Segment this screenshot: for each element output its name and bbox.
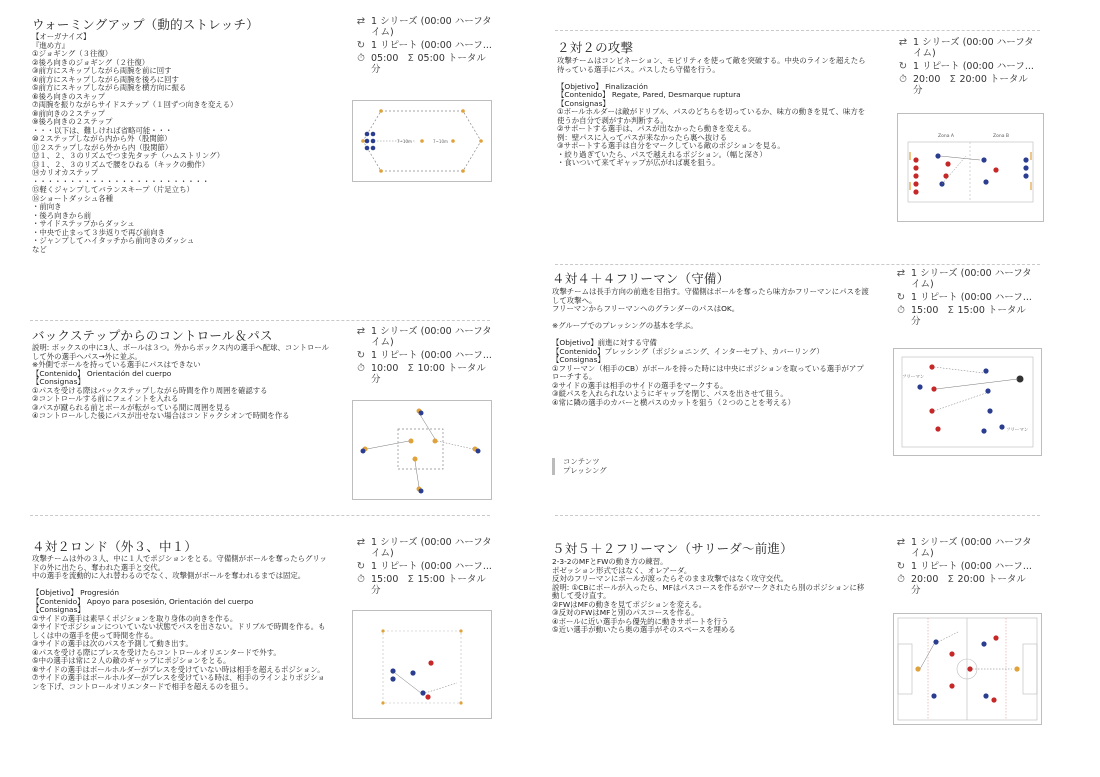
description-line: 『進め方』 bbox=[32, 40, 69, 50]
reps-text: 1 リピート (00:00 ハーフ... bbox=[371, 561, 492, 572]
stopwatch-icon: ⏱ bbox=[357, 53, 365, 64]
description-line: ②サイドの選手は相手のサイドの選手をマークする。 bbox=[552, 380, 728, 390]
tag-label: コンテンツ bbox=[563, 457, 600, 466]
zone-label: Zona A bbox=[938, 134, 954, 139]
description-line: ③反対のFWはMFと別のパスコースを作る。 bbox=[552, 608, 699, 617]
refresh-icon: ↻ bbox=[356, 350, 366, 361]
sigma-icon: Σ bbox=[407, 363, 414, 374]
description-line: ⑦サイドの選手はボールホルダーがプレスを受けている時は、相手のラインよりポジションを下げ、コントロールオリエンタードで相手を超えるのを狙う。 bbox=[32, 673, 325, 691]
description-line: ②サイドでポジションについていない状態でパスを出さない。ドリブルで時間を作る。もしくは中の選手を使って時間を作る。 bbox=[32, 622, 326, 640]
description-line: ①フリーマン（相手のCB）がボールを持った時には中央にポジションを取っている選手がアプローチする。 bbox=[552, 363, 864, 381]
sigma-icon: Σ bbox=[407, 574, 414, 585]
exercise-title: ウォーミングアップ（動的ストレッチ） bbox=[32, 17, 259, 32]
total-text: 05:00 トータル bbox=[417, 53, 486, 64]
freeman-label: フリーマン bbox=[902, 375, 925, 380]
exercise-title: ２対２の攻撃 bbox=[557, 40, 634, 55]
exercise-description bbox=[552, 558, 870, 635]
description-line: 【Objetivo】 Finalización bbox=[557, 81, 648, 91]
time-text: 15:00 分 bbox=[371, 574, 399, 596]
refresh-icon: ↻ bbox=[896, 561, 906, 572]
exercise-title: ４対２ロンド（外３、中１） bbox=[32, 539, 198, 554]
description-line: ⑭カリオカステップ bbox=[32, 168, 99, 177]
description-line: 反対のフリーマンにボールが渡ったらそのまま攻撃ではなく攻守交代。 bbox=[552, 574, 789, 583]
description-line: ・前向き bbox=[32, 202, 62, 211]
zone-label: Zona B bbox=[993, 134, 1009, 139]
series-text: 1 シリーズ (00:00 ハーフタイム) bbox=[371, 16, 492, 38]
time-text: 05:00 分 bbox=[371, 53, 399, 75]
description-line: ④コントロールした後にパスが出せない場合はコンドゥクシオンで時間を作る bbox=[32, 411, 290, 420]
description-line: ①ジョギング（３往復） bbox=[32, 49, 113, 58]
description-line: ⑫１、２、３のリズムでつま先タッチ（ハムストリング） bbox=[32, 151, 225, 160]
description-line: 中の選手を流動的に入れ替わるのでなく、攻撃側がボールを奪われるまでは固定。 bbox=[32, 571, 306, 580]
description-line: ⑨後ろ向きの２ステップ bbox=[32, 117, 113, 126]
description-line: ③サイドの選手は次のパスを予測して動き出す。 bbox=[32, 639, 193, 648]
series-text: 1 シリーズ (00:00 ハーフタイム) bbox=[371, 537, 492, 559]
repeat-icon: ⇄ bbox=[896, 537, 906, 548]
description-line: ⑥サイドの選手はボールホルダーがプレスを受けていない時は相手を超えるポジション。 bbox=[32, 664, 325, 674]
exercise-title: バックステップからのコントロール＆パス bbox=[32, 328, 273, 343]
divider bbox=[30, 515, 490, 516]
description-line: ⑤前方にスキップしながら両腕を横方向に振る bbox=[32, 83, 187, 92]
svg-text:7~10m: 7~10m bbox=[433, 139, 448, 144]
description-line: ⑬１、２、３のリズムで腰をひねる（キックの動作） bbox=[32, 159, 210, 169]
series-text: 1 シリーズ (00:00 ハーフタイム) bbox=[911, 537, 1032, 559]
description-line: 【Contenido】プレッシング（ポジショニング、インターセプト、カバーリング） bbox=[552, 346, 824, 356]
sigma-icon: Σ bbox=[947, 305, 954, 316]
stopwatch-icon: ⏱ bbox=[899, 74, 907, 85]
total-text: 10:00 トータル bbox=[417, 363, 486, 374]
exercise-stats bbox=[355, 326, 495, 387]
repeat-icon: ⇄ bbox=[356, 326, 366, 337]
description-line: ②コントロールする前にフェイントを入れる bbox=[32, 394, 179, 403]
repeat-icon: ⇄ bbox=[898, 37, 908, 48]
description-line: 2-3-2のMFとFWの動き方の練習。 bbox=[552, 557, 668, 566]
description-line: 攻撃チームは外の３人、中に１人でポジションをとる。守備側がボールを奪ったらグリッドの外に出たら、奪われた選手と交代。 bbox=[32, 554, 327, 572]
series-text: 1 シリーズ (00:00 ハーフタイム) bbox=[371, 326, 492, 348]
description-line: フリーマンからフリーマンへのグランダーのパスはOK。 bbox=[552, 304, 740, 313]
description-line: ⑪２ステップしながら外から内（股関節） bbox=[32, 142, 173, 152]
exercise-diagram[interactable] bbox=[352, 400, 492, 500]
description-line: 攻撃チームは長手方向の前進を目指す。守備側はボールを奪ったら味方かフリーマンにパスを渡して攻撃へ。 bbox=[552, 287, 869, 305]
description-line: ②サポートする選手は、パスが出なかったら動きを変える。 bbox=[557, 124, 756, 133]
description-line: ・中央で止まって３歩返りで再び前向き bbox=[32, 227, 166, 237]
total-text: 15:00 トータル bbox=[417, 574, 486, 585]
description-line: ⑤近い選手が動いたら奥の選手がそのスペースを埋める bbox=[552, 625, 736, 634]
exercise-stats bbox=[355, 16, 495, 77]
description-line: ⑦両腕を振りながらサイドステップ（１回ずつ向きを変える） bbox=[32, 100, 238, 109]
description-line: ④常に隣の選手のカバーと横パスのカットを狙う（２つのことを考える） bbox=[552, 397, 796, 407]
reps-text: 1 リピート (00:00 ハーフ... bbox=[371, 350, 492, 361]
exercise-diagram[interactable] bbox=[893, 613, 1042, 725]
exercise-description bbox=[552, 288, 870, 407]
reps-text: 1 リピート (00:00 ハーフ... bbox=[911, 292, 1032, 303]
description-line: ③パスが蹴られる前とボールが転がっている間に周囲を見る bbox=[32, 402, 231, 412]
time-text: 20:00 分 bbox=[911, 574, 939, 596]
exercise-stats bbox=[897, 37, 1037, 98]
divider bbox=[555, 30, 1040, 31]
repeat-icon: ⇄ bbox=[356, 537, 366, 548]
description-line: ③前方にスキップしながら両腕を前に回す bbox=[32, 66, 172, 75]
stopwatch-icon: ⏱ bbox=[897, 305, 905, 316]
exercise-description bbox=[557, 57, 872, 168]
divider bbox=[555, 264, 1040, 265]
description-line: ⑮軽くジャンプしてバランスキープ（片足立ち） bbox=[32, 185, 194, 194]
sigma-icon: Σ bbox=[407, 53, 414, 64]
exercise-description bbox=[32, 33, 332, 254]
description-line: ⑥後ろ向きのスキップ bbox=[32, 91, 105, 101]
freeman-label: フリーマン bbox=[1006, 428, 1029, 433]
description-line: 【Contenido】 Apoyo para posesión, Orientación del cuerpo bbox=[32, 596, 254, 606]
description-line: ・・・・・・・・・・・・・・・・・・・・・・・・ bbox=[32, 176, 210, 186]
tag-value: プレッシング bbox=[563, 465, 607, 475]
exercise-description bbox=[32, 555, 332, 691]
series-text: 1 シリーズ (00:00 ハーフタイム) bbox=[913, 37, 1034, 59]
description-line: など bbox=[32, 244, 47, 254]
reps-text: 1 リピート (00:00 ハーフ... bbox=[911, 561, 1032, 572]
description-line: ・・・以下は、難しければ省略可能・・・ bbox=[32, 125, 173, 135]
description-line: 攻撃チームはコンビネーション、モビリティを使って敵を突破する。中央のラインを超えたら待っている選手にパス。パスしたら守備を行う。 bbox=[557, 56, 866, 74]
description-line: ・後ろ向きから前 bbox=[32, 210, 92, 220]
description-line: ※グループでのプレッシングの基本を学ぶ。 bbox=[552, 321, 698, 330]
description-line: 【Contenido】 Regate, Pared, Desmarque ruptura bbox=[557, 90, 741, 99]
sigma-icon: Σ bbox=[947, 574, 954, 585]
exercise-title: ５対５＋２フリーマン（サリーダ〜前進） bbox=[552, 541, 793, 556]
description-line: 【オーガナイズ】 bbox=[32, 32, 91, 41]
description-line: ③縦パスを入れられないようにギャップを閉じ、パスを出させて狙う。 bbox=[552, 389, 788, 398]
content-tag bbox=[552, 458, 607, 475]
description-line: ・ジャンプしてハイタッチから前向きのダッシュ bbox=[32, 236, 195, 245]
description-line: 【Consignas】 bbox=[32, 377, 85, 386]
reps-text: 1 リピート (00:00 ハーフ... bbox=[371, 40, 492, 51]
description-line: 例：壁パスに入ってパスが来なかったら裏へ抜ける bbox=[557, 132, 727, 142]
description-line: ④前方にスキップしながら両腕を後ろに回す bbox=[32, 74, 179, 84]
series-text: 1 シリーズ (00:00 ハーフタイム) bbox=[911, 268, 1032, 290]
description-line: ※外側でボールを持っている選手にパスはできない bbox=[32, 360, 201, 369]
divider bbox=[30, 320, 490, 321]
refresh-icon: ↻ bbox=[356, 561, 366, 572]
exercise-diagram[interactable] bbox=[352, 100, 492, 182]
description-line: ①パスを受ける際はバックステップしながら時間を作り周囲を確認する bbox=[32, 385, 268, 395]
exercise-stats bbox=[895, 268, 1035, 329]
time-text: 10:00 分 bbox=[371, 363, 399, 385]
divider bbox=[555, 515, 1040, 516]
stopwatch-icon: ⏱ bbox=[897, 574, 905, 585]
description-line: 【Contenido】 Orientación del cuerpo bbox=[32, 368, 172, 378]
description-line: ②後ろ向きのジョギング（２往復） bbox=[32, 57, 150, 67]
description-line: ②FWはMFの動きを見てポジションを変える。 bbox=[552, 599, 707, 609]
description-line: ③サポートする選手は自分をマークしている敵のポジションを見る。 bbox=[557, 141, 785, 150]
exercise-diagram[interactable] bbox=[897, 113, 1044, 222]
repeat-icon: ⇄ bbox=[896, 268, 906, 279]
description-line: 【Objetivo】 Progresión bbox=[32, 588, 120, 597]
refresh-icon: ↻ bbox=[896, 292, 906, 303]
description-line: ①ボールホルダーは敵がドリブル、パスのどちらを切っているか、味方の動きを見て、味方を使うか自分で剥がすか判断する。 bbox=[557, 107, 866, 125]
description-line: ⑧前向きの２ステップ bbox=[32, 108, 105, 118]
description-line: ④パスを受ける際にプレスを受けたらコントロールオリエンタードで外す。 bbox=[32, 647, 281, 657]
description-line: ④ボールに近い選手から優先的に動きサポートを行う bbox=[552, 616, 729, 626]
description-line: 説明: ボックスの中に3人、ボールは３つ。外からボックス内の選手へ配球、コントロールして外の選手へパス→外に並ぶ。 bbox=[32, 343, 330, 361]
total-text: 20:00 トータル bbox=[959, 74, 1028, 85]
exercise-stats bbox=[895, 537, 1035, 598]
description-line: 【Consignas】 bbox=[557, 98, 610, 108]
exercise-diagram[interactable] bbox=[893, 348, 1042, 456]
description-line: ・食いついて来てギャップが広がれば裏を狙う。 bbox=[557, 158, 720, 167]
description-line: 【Objetivo】前進に対する守備 bbox=[552, 338, 657, 347]
exercise-stats bbox=[355, 537, 495, 598]
repeat-icon: ⇄ bbox=[356, 16, 366, 27]
description-line: ⑯ショートダッシュ各種 bbox=[32, 193, 114, 203]
description-line: ポゼッション形式ではなく、オレアーダ。 bbox=[552, 565, 692, 575]
description-line: ・サイドステップからダッシュ bbox=[32, 219, 135, 228]
exercise-diagram[interactable] bbox=[352, 610, 492, 719]
description-line: ⑤中の選手は常に２人の敵のギャップにポジションをとる。 bbox=[32, 656, 231, 665]
stopwatch-icon: ⏱ bbox=[357, 363, 365, 374]
total-text: 20:00 トータル bbox=[957, 574, 1026, 585]
time-text: 20:00 分 bbox=[913, 74, 941, 96]
exercise-title: ４対４＋４フリーマン（守備） bbox=[552, 271, 730, 286]
stopwatch-icon: ⏱ bbox=[357, 574, 365, 585]
refresh-icon: ↻ bbox=[898, 61, 908, 72]
exercise-description bbox=[32, 344, 332, 421]
total-text: 15:00 トータル bbox=[957, 305, 1026, 316]
refresh-icon: ↻ bbox=[356, 40, 366, 51]
description-line: 説明: ①CBにボールが入ったら、MFはパスコースを作るがマークされたら別のポジションに移動して受け直す。 bbox=[552, 582, 865, 600]
svg-text:7~10m: 7~10m bbox=[397, 139, 412, 144]
description-line: 【Consignas】 bbox=[32, 605, 85, 614]
description-line: 【Consignas】 bbox=[552, 355, 605, 364]
time-text: 15:00 分 bbox=[911, 305, 939, 327]
description-line: ①サイドの選手は素早くポジションを取り身体の向きを作る。 bbox=[32, 613, 238, 623]
reps-text: 1 リピート (00:00 ハーフ... bbox=[913, 61, 1034, 72]
description-line: ・絞り過ぎていたら、パスで越えれるポジション。（幅と深さ） bbox=[557, 149, 767, 159]
sigma-icon: Σ bbox=[949, 74, 956, 85]
description-line: ⑩２ステップしながら内から外（股関節） bbox=[32, 134, 172, 143]
